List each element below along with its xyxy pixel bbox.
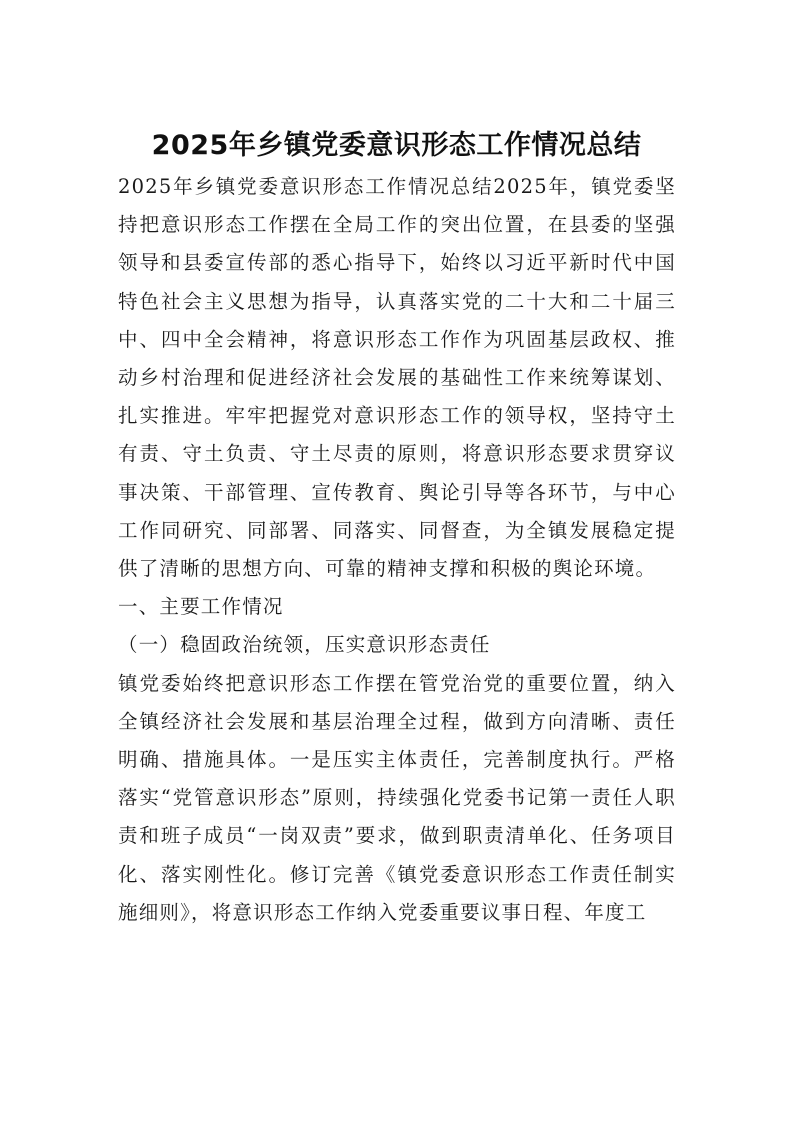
document-title: 2025年乡镇党委意识形态工作情况总结	[151, 130, 642, 161]
subsection-heading: （一）稳固政治统领，压实意识形态责任	[118, 633, 491, 657]
document-body	[118, 168, 676, 932]
subsection-paragraph: 镇党委始终把意识形态工作摆在管党治党的重要位置，纳入全镇经济社会发展和基层治理全过程，做到方向清晰、责任明确、措施具体。一是压实主体责任，完善制度执行。严格落实“党管意识形态”原则，持续强化党委书记第一责任人职责和班子成员“一岗双责”要求，做到职责清单化、任务项目化、落实刚性化。修订完善《镇党委意识形态工作责任制实施细则》，将意识形态工作纳入党委重要议事日程、年度工	[118, 671, 676, 924]
section-heading: 一、主要工作情况	[118, 595, 284, 619]
intro-paragraph: 2025年乡镇党委意识形态工作情况总结2025年，镇党委坚持把意识形态工作摆在全局工作的突出位置，在县委的坚强领导和县委宣传部的悉心指导下，始终以习近平新时代中国特色社会主义思想为指导，认真落实党的二十大和二十届三中、四中全会精神，将意识形态工作作为巩固基层政权、推动乡村治理和促进经济社会发展的基础性工作来统筹谋划、扎实推进。牢牢把握党对意识形态工作的领导权，坚持守土有责、守土负责、守土尽责的原则，将意识形态要求贯穿议事决策、干部管理、宣传教育、舆论引导等各环节，与中心工作同研究、同部署、同落实、同督查，为全镇发展稳定提供了清晰的思想方向、可靠的精神支撑和积极的舆论环境。	[118, 175, 676, 581]
